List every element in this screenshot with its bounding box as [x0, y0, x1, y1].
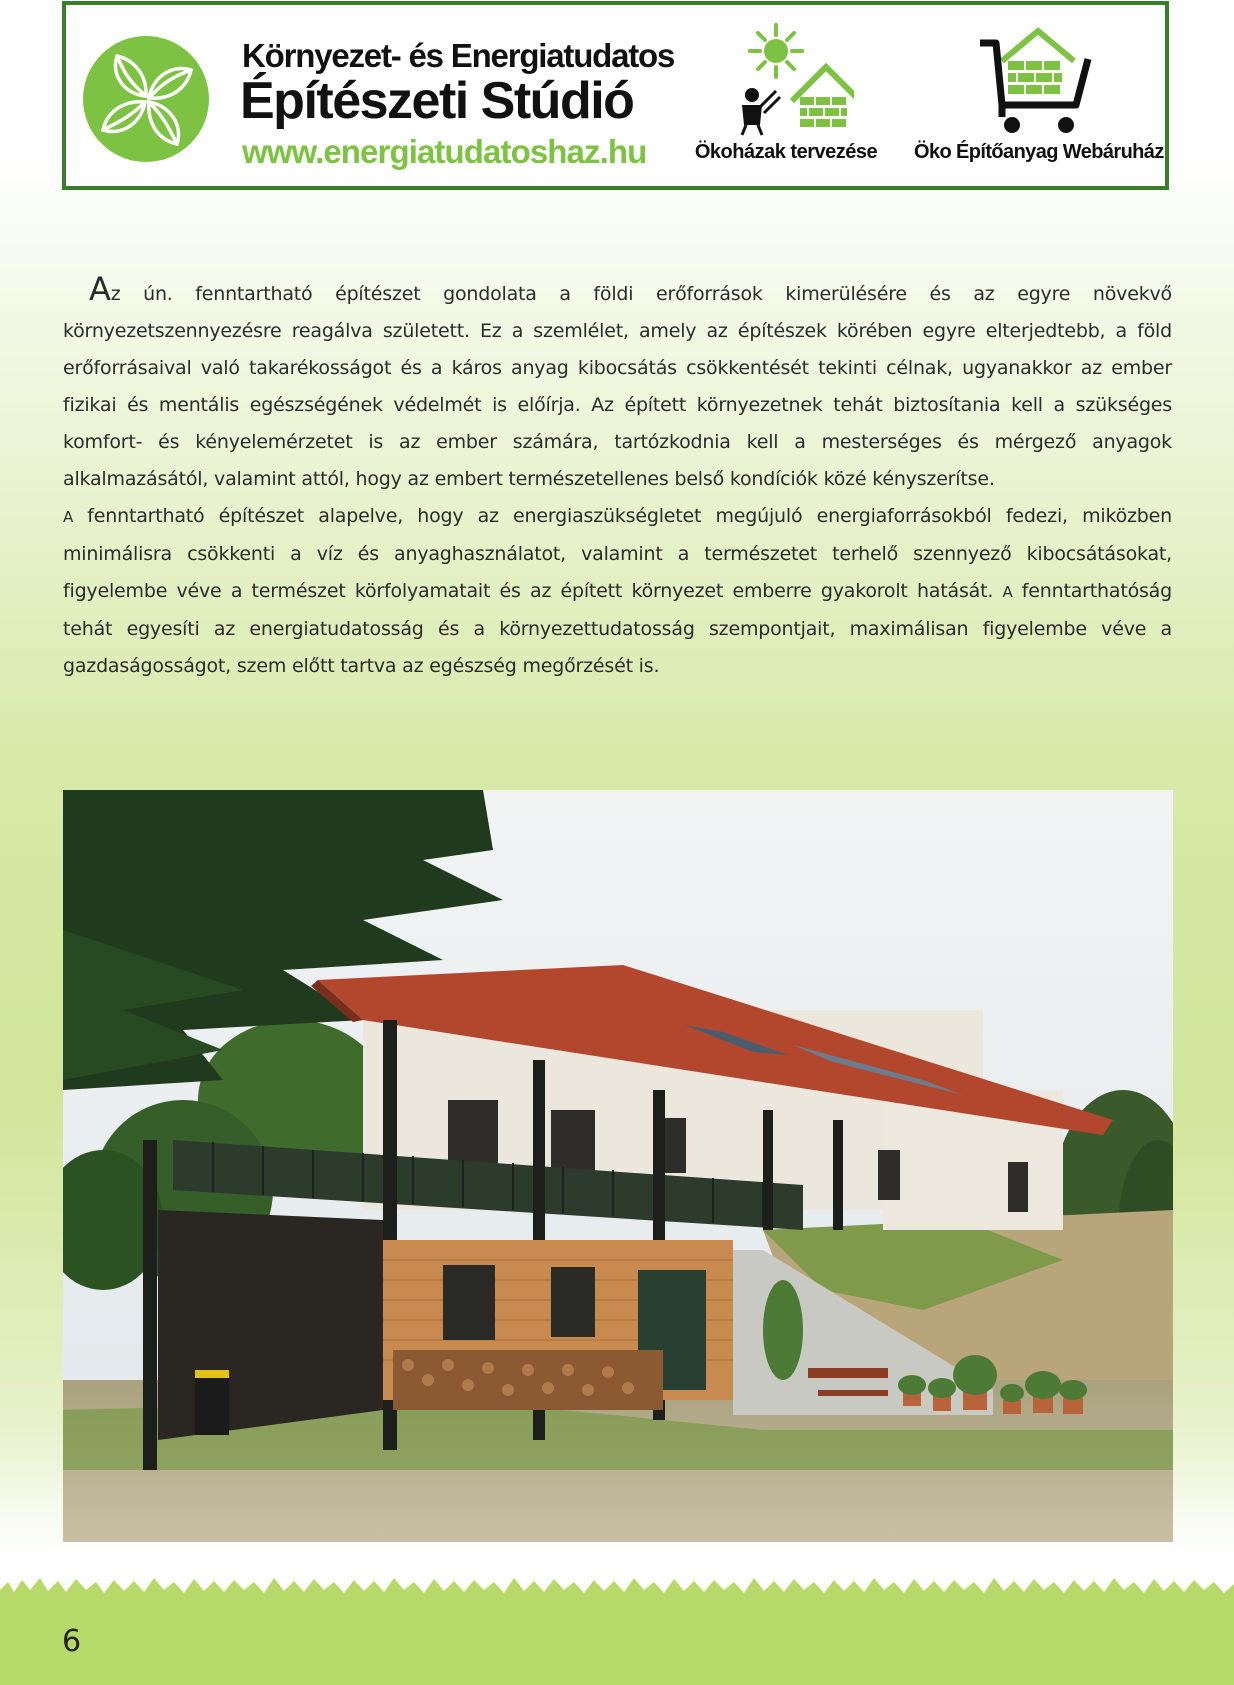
- article-body: [63, 270, 1172, 685]
- paragraph-2-text-a: fenntartható építészet alapelve, hogy az energiaszükségletet megújuló energiaforrásokból fedezi, miközben minimálisra csökkenti a víz és anyaghasználatot, valamint a természetet terhelő szennyező kibocsátásokat, figyelembe véve a természet körfolyamatait és az épített környezet emberre gyakorolt hatását.: [63, 505, 1172, 602]
- website-link[interactable]: www.energiatudatoshaz.hu: [242, 133, 647, 170]
- brand-name-line1: Környezet- és Energiatudatos: [242, 37, 675, 74]
- header-banner: [62, 1, 1169, 190]
- shopping-cart-icon[interactable]: [978, 25, 1096, 137]
- brand-name-line2: Építészeti Stúdió: [240, 72, 634, 130]
- house-photo: [63, 790, 1173, 1542]
- drop-initial: A: [89, 270, 111, 308]
- sun-house-icon[interactable]: [724, 21, 854, 139]
- paragraph-2-initial-b: A: [1002, 583, 1013, 601]
- eco-house-design-caption[interactable]: Ökoházak tervezése: [694, 141, 878, 163]
- page-number: 6: [62, 1624, 82, 1659]
- paragraph-2-text-b: fenntarthatóság tehát egyesíti az energiatudatosság és a környezettudatosság szempontjait, maximálisan figyelembe véve a gazdaságosságot, szem előtt tartva az egészség megőrzését is.: [63, 580, 1172, 677]
- article-paragraph-1: [63, 270, 1172, 498]
- footer-band: [0, 1594, 1234, 1685]
- eco-material-webshop-caption[interactable]: Öko Építőanyag Webáruház: [914, 141, 1164, 163]
- paragraph-2-initial: A: [63, 508, 74, 526]
- paragraph-1-text: z ún. fenntartható építészet gondolata a földi erőforrások kimerülésére és az egyre növekvő környezetszennyezésre reagálva született. Ez a szemlélet, amely az építészek körében egyre elterjedtebb, a föld erőforrásaival való takarékosságot és a káros anyag kibocsátás csökkentését tekinti célnak, ugyanakkor az ember fizikai és mentális egészségének védelmét is előírja. Az épített környezetnek tehát biztosítania kell a szükséges komfort- és kényelemérzetet is az ember számára, tartózkodnia kell a mesterséges és mérgező anyagok alkalmazásától, valamint attól, hogy az embert természetellenes belső kondíciók közé kényszerítse.: [63, 283, 1172, 490]
- article-paragraph-2: [63, 498, 1172, 685]
- leaf-logo-icon: [83, 36, 209, 162]
